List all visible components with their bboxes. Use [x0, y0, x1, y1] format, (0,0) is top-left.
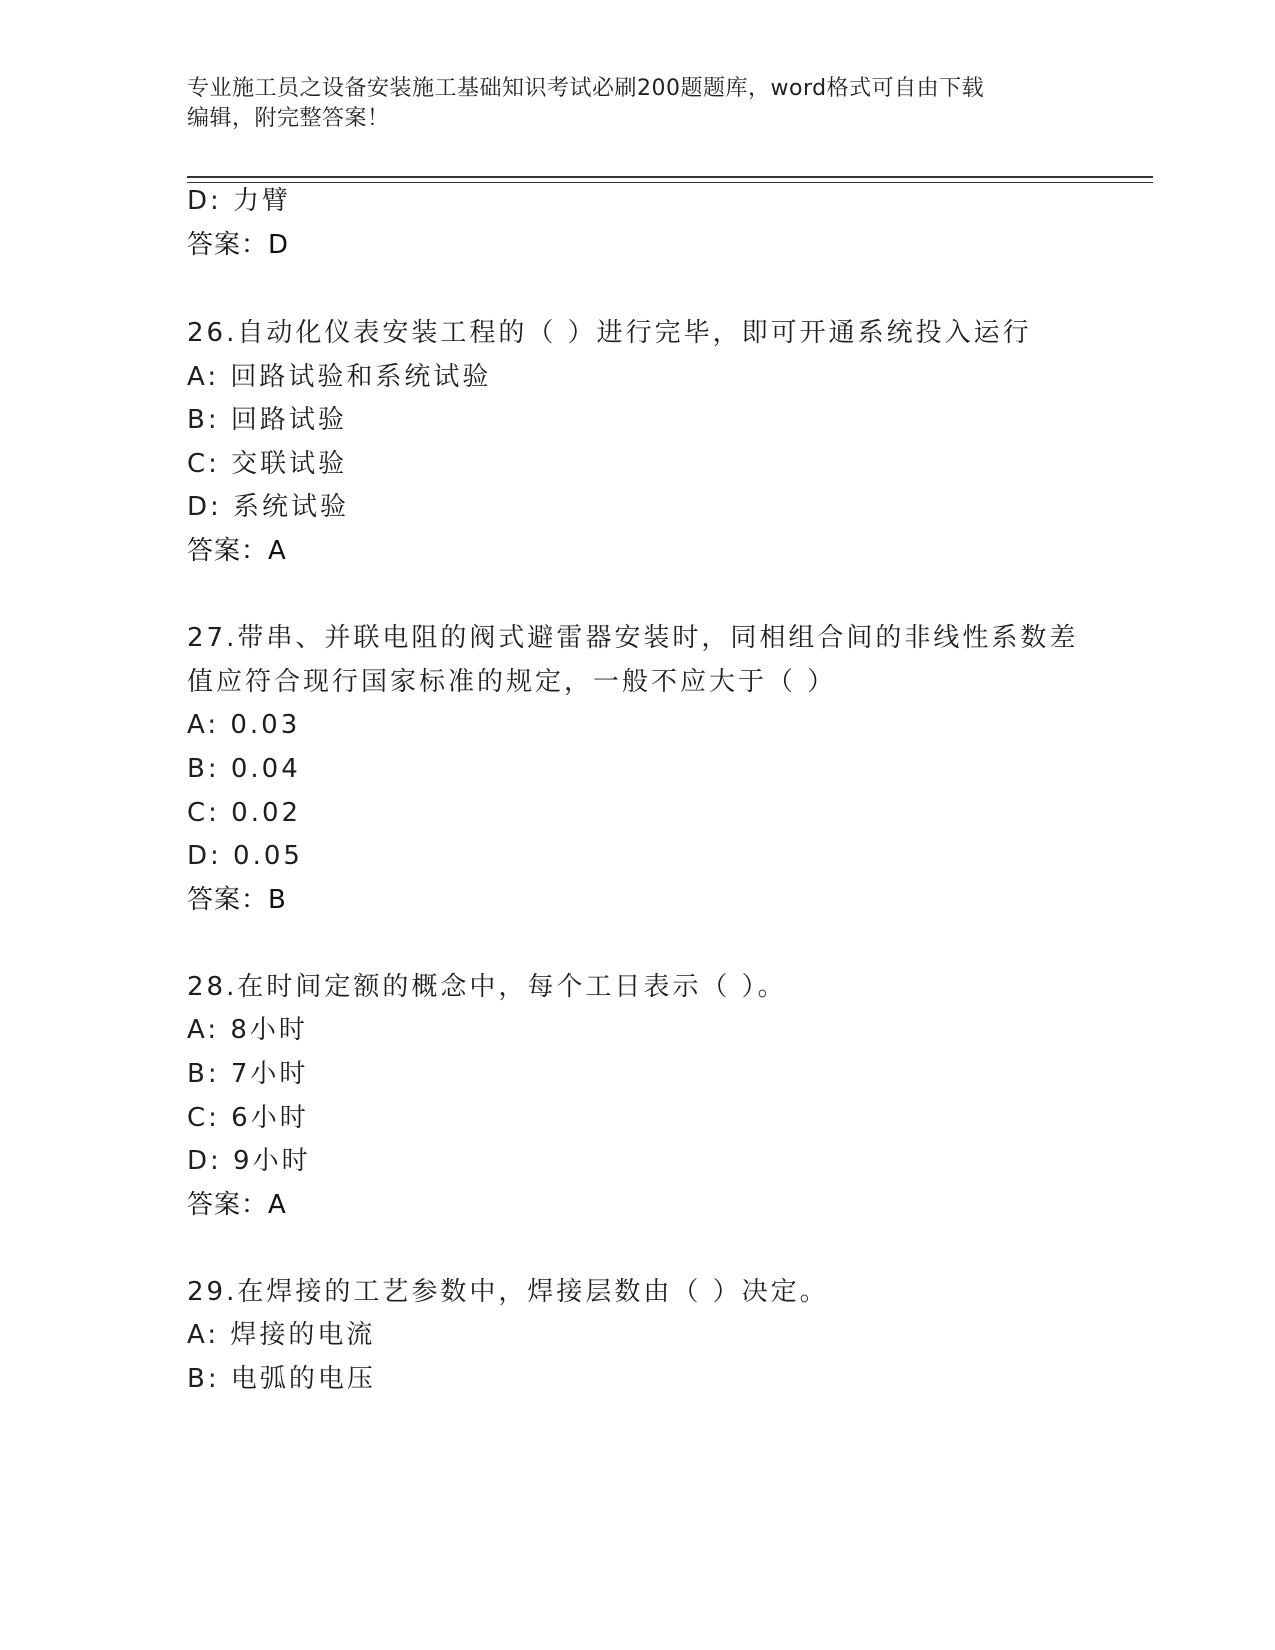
option-b: B: 7小时 — [187, 1059, 309, 1089]
question-stem: 29.在焊接的工艺参数中，焊接层数由（ ）决定。 — [187, 1277, 829, 1307]
header-divider-thick — [187, 176, 1153, 178]
question-stem: 27.带串、并联电阻的阀式避雷器安装时，同相组合间的非线性系数差 — [187, 623, 1079, 653]
answer-line: 答案：D — [187, 230, 290, 260]
option-b: B: 电弧的电压 — [187, 1364, 376, 1394]
answer-line: 答案：B — [187, 885, 287, 915]
option-b: B: 0.04 — [187, 754, 301, 784]
question-stem-continued: 值应符合现行国家标准的规定，一般不应大于（ ） — [187, 667, 837, 697]
answer-line: 答案：A — [187, 536, 287, 566]
header-line-2: 编辑，附完整答案！ — [187, 106, 390, 131]
header-divider-thin — [187, 182, 1153, 183]
page-header — [187, 74, 1067, 134]
option-d: D: 系统试验 — [187, 492, 350, 522]
option-a: A: 8小时 — [187, 1015, 308, 1045]
option-c: C: 0.02 — [187, 798, 302, 828]
option-d: D: 9小时 — [187, 1146, 311, 1176]
option-d: D: 力臂 — [187, 186, 292, 216]
option-c: C: 交联试验 — [187, 449, 348, 479]
option-d: D: 0.05 — [187, 841, 303, 871]
header-line-1: 专业施工员之设备安装施工基础知识考试必刷200题题库，word格式可自由下载 — [187, 76, 985, 101]
question-stem: 26.自动化仪表安装工程的（ ）进行完毕，即可开通系统投入运行 — [187, 318, 1032, 348]
option-a: A: 回路试验和系统试验 — [187, 362, 492, 392]
question-stem: 28.在时间定额的概念中，每个工日表示（ ）。 — [187, 972, 787, 1002]
option-a: A: 焊接的电流 — [187, 1320, 376, 1350]
option-c: C: 6小时 — [187, 1103, 309, 1133]
answer-line: 答案：A — [187, 1190, 287, 1220]
option-a: A: 0.03 — [187, 710, 301, 740]
option-b: B: 回路试验 — [187, 405, 347, 435]
